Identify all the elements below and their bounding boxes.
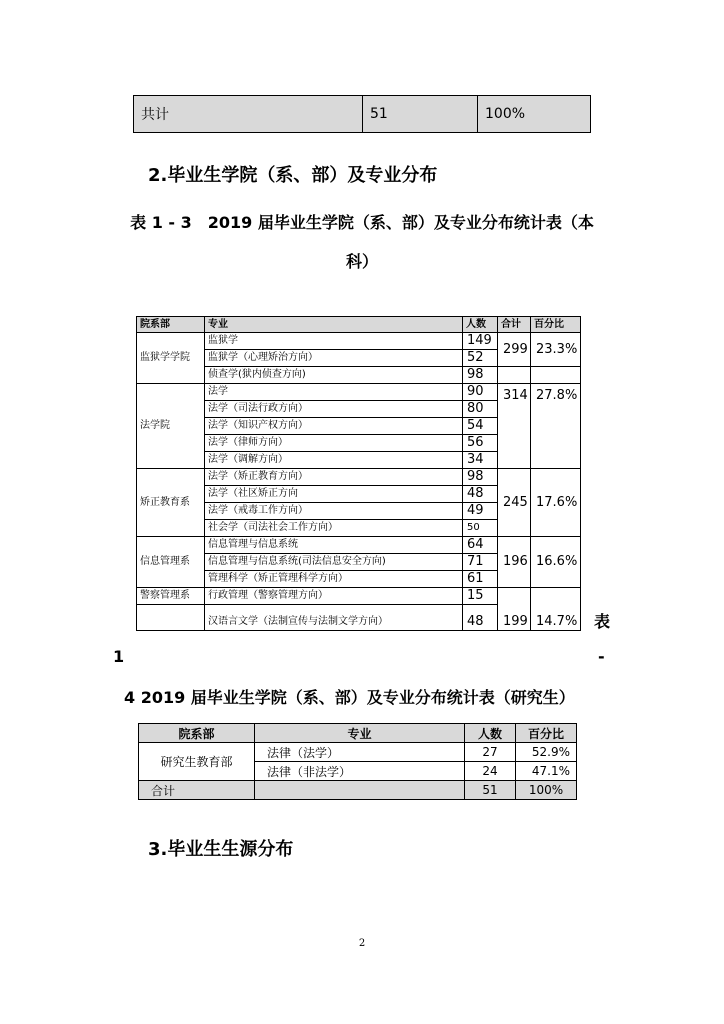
- dept-cell: 矫正教育系: [137, 469, 205, 537]
- count-cell: 48: [463, 605, 498, 631]
- header-major: 专业: [205, 317, 463, 333]
- table-row: [137, 537, 581, 554]
- count-cell: 27: [465, 743, 516, 762]
- percent-cell: 52.9%: [516, 743, 577, 762]
- major-cell: 行政管理（警察管理方向）: [205, 588, 463, 605]
- percent-cell: 17.6%: [531, 469, 581, 537]
- major-cell: 法学（司法行政方向）: [205, 401, 463, 418]
- table-1-4-caption-line2: 4 2019 届毕业生学院（系、部）及专业分布统计表（研究生）: [124, 688, 575, 707]
- dept-cell: 信息管理系: [137, 537, 205, 588]
- table-1-3-caption-line1: 表 1 - 3 2019 届毕业生学院（系、部）及专业分布统计表（本: [130, 213, 594, 232]
- major-cell: 汉语言文学（法制宣传与法制文学方向）: [205, 605, 463, 631]
- header-percent: 百分比: [531, 317, 581, 333]
- table-row: [139, 743, 577, 762]
- major-cell: 法律（非法学）: [255, 762, 465, 781]
- header-count: 人数: [465, 724, 516, 743]
- section-2-heading: 2.毕业生学院（系、部）及专业分布: [148, 165, 438, 186]
- graduate-distribution-table: [138, 723, 577, 800]
- percent-cell: 27.8%: [531, 384, 581, 469]
- dept-cell: 监狱学学院: [137, 333, 205, 384]
- major-cell: 法律（法学）: [255, 743, 465, 762]
- major-cell: 监狱学: [205, 333, 463, 350]
- table-row: [137, 588, 581, 605]
- count-cell: 90: [463, 384, 498, 401]
- total-cell: 314: [498, 384, 531, 469]
- dept-cell: 警察管理系: [137, 588, 205, 605]
- major-cell: 侦查学(狱内侦查方向): [205, 367, 463, 384]
- percent-cell: 23.3%: [531, 333, 581, 367]
- footer-empty: [255, 781, 465, 800]
- count-cell: 98: [463, 367, 498, 384]
- total-cell: 199: [498, 588, 531, 631]
- header-dept: 院系部: [137, 317, 205, 333]
- total-summary-table: [133, 95, 591, 133]
- count-cell: 98: [463, 469, 498, 486]
- major-cell: 管理科学（矫正管理科学方向）: [205, 571, 463, 588]
- footer-percent: 100%: [516, 781, 577, 800]
- percent-cell: 16.6%: [531, 537, 581, 588]
- major-cell: 法学（矫正教育方向）: [205, 469, 463, 486]
- count-cell: 61: [463, 571, 498, 588]
- dept-cell: 法学院: [137, 384, 205, 469]
- major-cell: 法学（知识产权方向）: [205, 418, 463, 435]
- major-cell: 法学: [205, 384, 463, 401]
- page-number: 2: [358, 938, 366, 949]
- percent-cell: 14.7%: [531, 588, 581, 631]
- count-cell: 48: [463, 486, 498, 503]
- header-dept: 院系部: [139, 724, 255, 743]
- total-row: [134, 96, 591, 133]
- total-label: 共计: [134, 96, 363, 133]
- undergraduate-distribution-table: [136, 316, 581, 631]
- total-count: 51: [363, 96, 478, 133]
- footer-label: 合计: [139, 781, 255, 800]
- table-1-3-caption-line2: 科）: [346, 252, 379, 271]
- count-cell: 64: [463, 537, 498, 554]
- table-1-4-caption-part-a: 表: [594, 612, 611, 631]
- header-count: 人数: [463, 317, 498, 333]
- major-cell: 法学（社区矫正方向: [205, 486, 463, 503]
- total-percent: 100%: [478, 96, 591, 133]
- count-cell: 49: [463, 503, 498, 520]
- major-cell: 监狱学（心理矫治方向）: [205, 350, 463, 367]
- count-cell: 80: [463, 401, 498, 418]
- table-row: [137, 384, 581, 401]
- section-3-heading: 3.毕业生生源分布: [148, 839, 294, 860]
- table-1-4-caption-part-b: 1: [113, 647, 125, 666]
- count-cell: 50: [463, 520, 498, 537]
- table-row: [137, 333, 581, 350]
- table-header-row: [137, 317, 581, 333]
- table-header-row: [139, 724, 577, 743]
- total-cell: 299: [498, 333, 531, 367]
- total-cell: 196: [498, 537, 531, 588]
- count-cell: 71: [463, 554, 498, 571]
- dept-cell: 研究生教育部: [139, 743, 255, 781]
- major-cell: 社会学（司法社会工作方向）: [205, 520, 463, 537]
- count-cell: 149: [463, 333, 498, 350]
- footer-count: 51: [465, 781, 516, 800]
- major-cell: 信息管理与信息系统: [205, 537, 463, 554]
- count-cell: 15: [463, 588, 498, 605]
- major-cell: 法学（戒毒工作方向）: [205, 503, 463, 520]
- table-1-4-caption-part-c: -: [598, 647, 605, 666]
- count-cell: 56: [463, 435, 498, 452]
- table-row: [137, 469, 581, 486]
- header-percent: 百分比: [516, 724, 577, 743]
- percent-cell: 47.1%: [516, 762, 577, 781]
- header-total: 合计: [498, 317, 531, 333]
- table-footer-row: [139, 781, 577, 800]
- count-cell: 52: [463, 350, 498, 367]
- header-major: 专业: [255, 724, 465, 743]
- major-cell: 信息管理与信息系统(司法信息安全方向): [205, 554, 463, 571]
- count-cell: 54: [463, 418, 498, 435]
- count-cell: 24: [465, 762, 516, 781]
- major-cell: 法学（调解方向）: [205, 452, 463, 469]
- major-cell: 法学（律师方向）: [205, 435, 463, 452]
- total-cell: 245: [498, 469, 531, 537]
- count-cell: 34: [463, 452, 498, 469]
